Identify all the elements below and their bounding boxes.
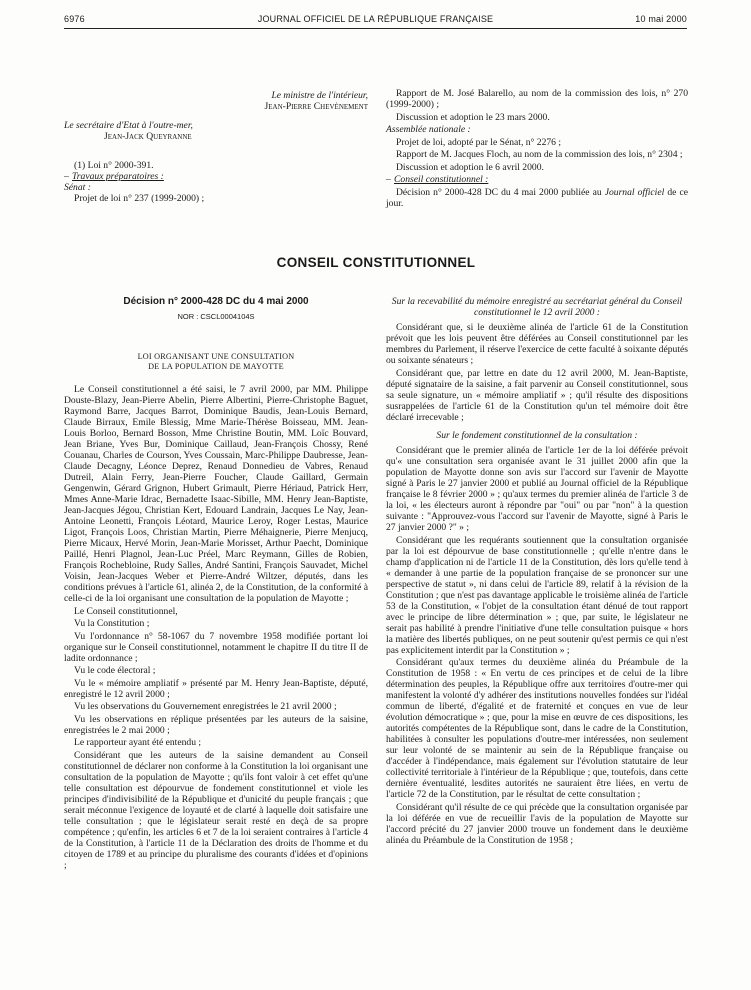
paragraph: Vu le « mémoire ampliatif » présenté par M. Henry Jean-Baptiste, député, enregistré le 12 avril 2000 ; xyxy=(64,677,368,700)
secretary-name: Jean-Jack Queyranne xyxy=(104,131,192,142)
paragraph: Considérant que les auteurs de la saisine demandent au Conseil constitutionnel de déclarer non conforme à la Constitution la loi organisant une consultation de la population de Mayotte ; qu'ils font valoir à cet effet qu'une telle consultation est dépourvue de fondement constitutionnel et viole les principes d'indivisibilité de la République et d'unicité du peuple français ; que serait méconnue l'exigence de loyauté et de clarté à laquelle doit satisfaire une telle consultation ; que le législateur serait resté en deçà de sa propre compétence ; qu'enfin, les articles 6 et 7 de la loi seraient contraires à l'article 4 de la Constitution, à l'article 11 de la Déclaration des droits de l'homme et du citoyen de 1789 et au principe du pluralisme des courants d'idées et d'opinions ; xyxy=(64,749,368,871)
section-heading: Sur la recevabilité du mémoire enregistré au secrétariat général du Conseil constitutionnel le 12 avril 2000 : xyxy=(391,296,683,318)
history-line: Rapport de M. José Balarello, au nom de la commission des lois, n° 270 (1999-2000) ; xyxy=(386,88,688,110)
signatures-block: Le ministre de l'intérieur, Jean-Pierre Chevènement Le secrétaire d'Etat à l'outre-mer, Jean-Jack Queyranne (1) Loi n° 2000-391. – Travaux préparatoires : Sénat : Projet de loi n° 237 (1999-2000) ; xyxy=(64,90,368,204)
paragraph: Considérant que le premier alinéa de l'article 1er de la loi déférée prévoit qu'« une consultation sera organisée avant le 31 juillet 2000 afin que la population de Mayotte donne son avis sur l'accord sur l'avenir de Mayotte signé à Paris le 27 janvier 2000 et publié au Journal officiel de la République française le 8 février 2000 » ; qu'aux termes du premier alinéa de l'article 3 de la loi, « les électeurs auront à répondre par "oui" ou par "non" à la question suivante : "Approuvez-vous l'accord sur l'avenir de Mayotte, signé à Paris le 27 janvier 2000 ?" » ; xyxy=(386,445,688,533)
paragraph: Vu les observations en réplique présentées par les auteurs de la saisine, enregistrées le 2 mai 2000 ; xyxy=(64,713,368,736)
paragraph: Considérant que, par lettre en date du 12 avril 2000, M. Jean-Baptiste, député signataire de la saisine, a fait parvenir au Conseil constitutionnel, sous sa seule signature, un « mémoire ampliatif » ; qu'il résulte des dispositions susrappelées de l'article 61 de la Constitution qu'un tel mémoire doit être déclaré irrecevable ; xyxy=(386,367,688,423)
minister-name: Jean-Pierre Chevènement xyxy=(264,101,368,112)
paragraph: Considérant qu'il résulte de ce qui précède que la consultation organisée par la loi déférée en vue de recueillir l'avis de la population de Mayotte sur l'accord précité du 27 janvier 2000 trouve un fondement dans le deuxième alinéa du Préambule de la Constitution de 1958 ; xyxy=(386,801,688,846)
travaux-label: Travaux préparatoires : xyxy=(72,171,164,182)
paragraph: Le rapporteur ayant été entendu ; xyxy=(74,737,202,748)
paragraph: Vu l'ordonnance n° 58-1067 du 7 novembre 1958 modifiée portant loi organique sur le Conseil constitutionnel, notamment le chapitre II du titre II de ladite ordonnance ; xyxy=(64,630,368,664)
projet-senat: Projet de loi n° 237 (1999-2000) ; xyxy=(74,193,205,204)
law-title: LOI ORGANISANT UNE CONSULTATION DE LA POPULATION DE MAYOTTE xyxy=(137,352,295,371)
paragraph: Considérant qu'aux termes du deuxième alinéa du Préambule de la Constitution de 1958 : « En vertu de ces principes et de celui de la libre détermination des peuples, la République offre aux territoires d'outre-mer qui manifestent la volonté d'y adhérer des institutions nouvelles fondées sur l'idéal commun de liberté, d'égalité et de fraternité et conçues en vue de leur évolution démocratique » ; que, pour la mise en œuvre de ces dispositions, les autorités compétentes de la République sont, dans le cadre de la Constitution, habilitées à consulter les populations d'outre-mer intéressées, non seulement sur leur volonté de se maintenir au sein de la République française ou d'accéder à l'indépendance, mais également sur l'évolution statutaire de leur collectivité territoriale à l'intérieur de la République ; que, toutefois, dans cette dernière éventualité, lesdites autorités ne sauraient être liées, en vertu de l'article 72 de la Constitution, par le résultat de cette consultation ; xyxy=(386,657,688,800)
journal-title: JOURNAL OFFICIEL DE LA RÉPUBLIQUE FRANÇAISE xyxy=(257,14,494,24)
decision-title: Décision n° 2000-428 DC du 4 mai 2000 xyxy=(123,296,309,307)
history-line: Discussion et adoption le 23 mars 2000. xyxy=(396,111,550,123)
nor-reference: NOR : CSCL0004104S xyxy=(177,312,255,321)
history-line: Rapport de M. Jacques Floch, au nom de la commission des lois, n° 2304 ; xyxy=(396,149,683,160)
history-line: Décision n° 2000-428 DC du 4 mai 2000 publiée au Journal officiel de ce jour. xyxy=(386,186,688,209)
section-title: CONSEIL CONSTITUTIONNEL xyxy=(276,255,476,270)
paragraph: Vu les observations du Gouvernement enregistrées le 21 avril 2000 ; xyxy=(74,701,337,712)
paragraph: Le Conseil constitutionnel a été saisi, le 7 avril 2000, par MM. Philippe Douste-Blazy, Jean-Pierre Abelin, Pierre Albertini, Pierre-Christophe Baguet, Raymond Barre, Jacques Barrot, Dominique Baudis, Jean-Louis Bernard, Claude Birraux, Emile Blessig, Mme Marie-Thérèse Boisseau, MM. Jean-Louis Borloo, Bernard Bosson, Mme Christine Boutin, MM. Loïc Bouvard, Jean Briane, Yves Bur, Dominique Caillaud, Jean-François Chossy, René Couanau, Charles de Courson, Yves Coussain, Marc-Philippe Daubresse, Jean-Claude Decagny, Léonce Deprez, Renaud Donnedieu de Vabres, Renaud Dutreil, Alain Ferry, Jean-Pierre Foucher, Claude Gaillard, Germain Gengenwin, Gérard Grignon, Hubert Grimault, Pierre Hériaud, Patrick Herr, Mmes Anne-Marie Idrac, Bernadette Isaac-Sibille, MM. Henry Jean-Baptiste, Jean-Jacques Jégou, Christian Kert, Edouard Landrain, Jacques Le Nay, Jean-Antoine Leonetti, François Léotard, Maurice Leroy, Roger Lestas, Maurice Ligot, François Loos, Christian Martin, Pierre Méhaignerie, Pierre Menjucq, Pierre Micaux, Hervé Morin, Jean-Marie Morisset, Arthur Paecht, Dominique Paillé, Henri Plagnol, Jean-Luc Préel, Marc Reymann, Gilles de Robien, François Rochebloine, Rudy Salles, André Santini, François Sauvadet, Michel Voisin, Jean-Jacques Weber et Pierre-André Wiltzer, députés, dans les conditions prévues à l'article 61, alinéa 2, de la Constitution, de la conformité à celle-ci de la loi organisant une consultation de la population de Mayotte ; xyxy=(64,384,368,604)
right-column xyxy=(386,296,688,847)
minister-role: Le ministre de l'intérieur, xyxy=(271,90,368,101)
paragraph: Considérant que, si le deuxième alinéa de l'article 61 de la Constitution prévoit que les lois peuvent être déférées au Conseil constitutionnel par les membres du Parlement, il réserve l'exercice de cette faculté à soixante députés ou soixante sénateurs ; xyxy=(386,322,688,366)
assemblee-label: Assemblée nationale : xyxy=(386,124,471,135)
legislative-history: Rapport de M. José Balarello, au nom de la commission des lois, n° 270 (1999-2000) ; Discussion et adoption le 23 mars 2000. Assemblée nationale : Projet de loi, adopté par le Sénat, n° 2276 ; Rapport de M. Jacques Floch, au nom de la commission des lois, n° 2304 ; Discussion et adoption le 6 avril 2000. – Conseil constitutionnel : Décision n° 2000-428 DC du 4 mai 2000 publiée au Journal officiel de ce jour. xyxy=(386,88,688,209)
left-column xyxy=(64,296,368,872)
paragraph: Vu la Constitution ; xyxy=(74,618,150,629)
section-heading: Sur le fondement constitutionnel de la consultation : xyxy=(436,430,638,441)
paragraph: Considérant que les requérants soutiennent que la consultation organisée par la loi est dépourvue de base constitutionnelle ; qu'elle n'entre dans le champ d'application ni de l'article 11 de la Constitution, dès lors qu'elle tend à « demander à une partie de la population française de se prononcer sur une perspective de statut », ni dans celui de l'article 89, relatif à la révision de la Constitution ; que n'est pas davantage applicable le troisième alinéa de l'article 53 de la Constitution, « l'objet de la consultation étant dénué de tout rapport avec le principe de libre détermination » ; que, par suite, le législateur ne serait pas habilité à prendre l'initiative d'une telle consultation puisque « hors la matière des libertés publiques, on ne peut soutenir qu'est permis ce qui n'est pas explicitement interdit par la Constitution » ; xyxy=(386,534,688,656)
secretary-role: Le secrétaire d'Etat à l'outre-mer, xyxy=(64,120,193,131)
conseil-label: Conseil constitutionnel : xyxy=(394,174,489,185)
paragraph: Vu le code électoral ; xyxy=(74,665,156,676)
header-rule xyxy=(64,28,687,29)
paragraph: Le Conseil constitutionnel, xyxy=(74,605,178,617)
history-line: Discussion et adoption le 6 avril 2000. xyxy=(396,161,544,173)
page-number: 6976 xyxy=(64,14,85,24)
footnote: (1) Loi n° 2000-391. xyxy=(74,160,154,171)
issue-date: 10 mai 2000 xyxy=(635,14,687,24)
senat-label: Sénat : xyxy=(64,182,91,193)
history-line: Projet de loi, adopté par le Sénat, n° 2276 ; xyxy=(396,136,562,148)
